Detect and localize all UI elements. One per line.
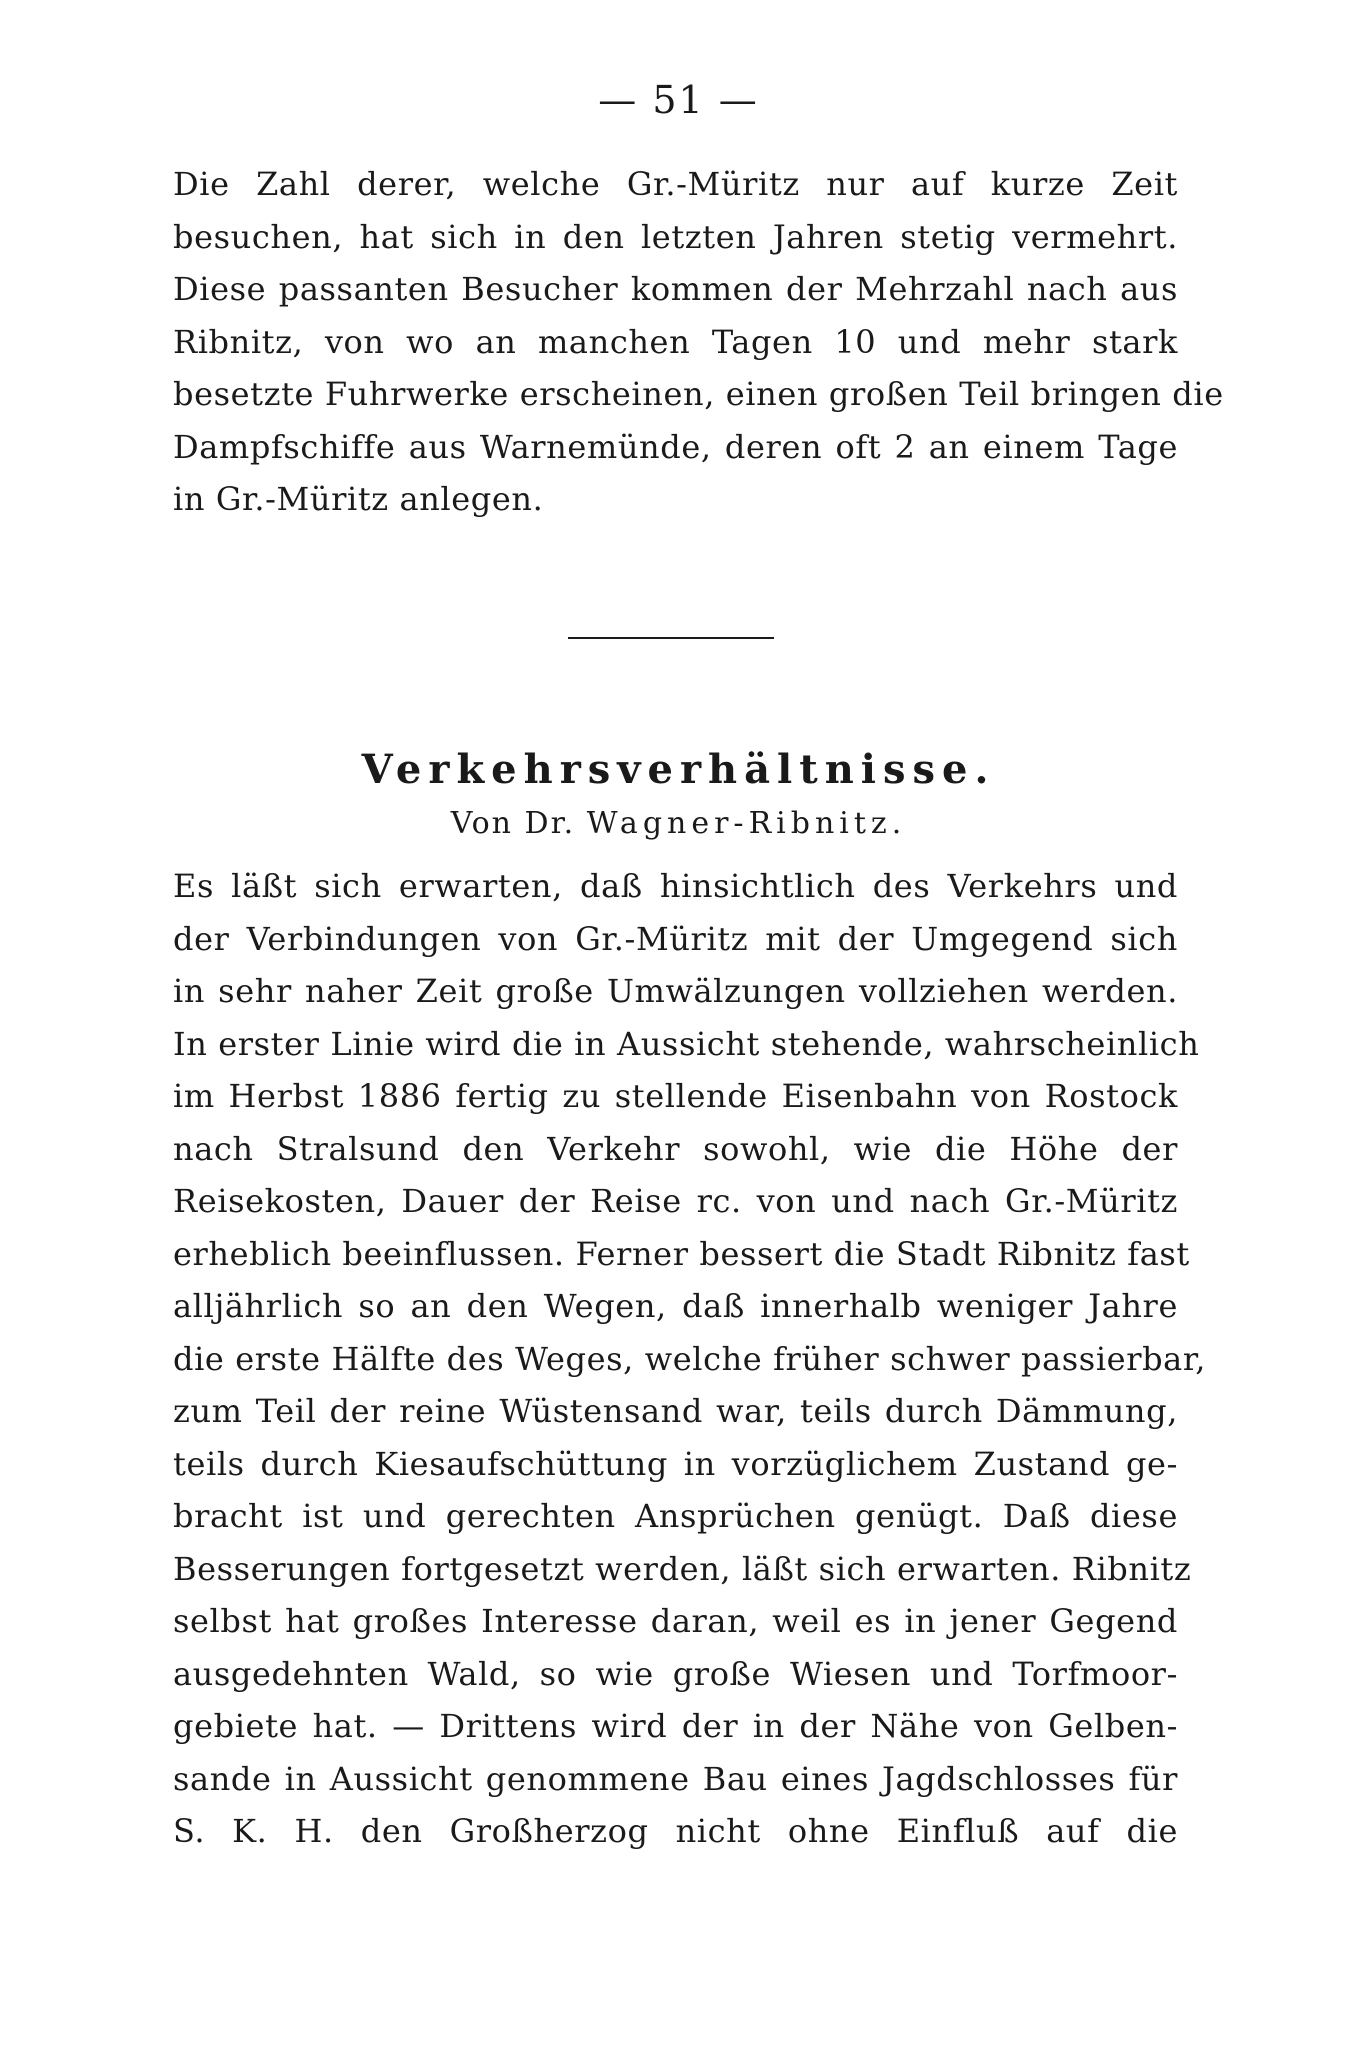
byline-author: Wagner-Ribnitz. (586, 806, 907, 841)
text-line: selbst hat großes Interesse daran, weil es in jener Gegend (173, 1602, 1178, 1640)
byline-prefix: Von Dr. (450, 806, 587, 841)
text-line: In erster Linie wird die in Aussicht stehende, wahrscheinlich (173, 1024, 1200, 1063)
text-line: im Herbst 1886 fertig zu stellende Eisenbahn von Rostock (173, 1077, 1178, 1115)
text-line: der Verbindungen von Gr.-Müritz mit der Umgegend sich (173, 919, 1178, 958)
text-line: zum Teil der reine Wüstensand war, teils durch Dämmung, (173, 1392, 1178, 1430)
text-line: teils durch Kiesaufschüttung in vorzüglichem Zustand ge- (173, 1444, 1178, 1483)
text-line: besuchen, hat sich in den letzten Jahren stetig vermehrt. (173, 217, 1178, 256)
text-line: besetzte Fuhrwerke erscheinen, einen großen Teil bringen die (173, 375, 1224, 413)
text-line: bracht ist und gerechten Ansprüchen genügt. Daß diese (173, 1497, 1178, 1535)
text-line: erheblich beeinflussen. Ferner bessert die Stadt Ribnitz fast (173, 1234, 1190, 1273)
text-line: nach Stralsund den Verkehr sowohl, wie die Höhe der (173, 1129, 1178, 1168)
page-number: — 51 — (598, 78, 759, 122)
text-line: in Gr.-Müritz anlegen. (173, 480, 544, 518)
text-line: gebiete hat. — Drittens wird der in der Nähe von Gelben- (173, 1707, 1178, 1745)
text-line: Diese passanten Besucher kommen der Mehrzahl nach aus (173, 270, 1178, 308)
text-line: in sehr naher Zeit große Umwälzungen vollziehen werden. (173, 972, 1178, 1010)
paragraph-traffic (173, 860, 1207, 1858)
text-line: sande in Aussicht genommene Bau eines Jagdschlosses für (173, 1759, 1178, 1798)
text-line: alljährlich so an den Wegen, daß innerhalb weniger Jahre (173, 1287, 1178, 1325)
section-heading: Verkehrsverhältnisse. (361, 746, 996, 793)
text-line: Reisekosten, Dauer der Reise rc. von und nach Gr.-Müritz (173, 1182, 1178, 1220)
paragraph-visitors (173, 158, 1224, 526)
text-line: Besserungen fortgesetzt werden, läßt sich erwarten. Ribnitz (173, 1549, 1192, 1588)
byline (0, 806, 1357, 841)
section-divider (568, 637, 774, 639)
text-line: Dampfschiffe aus Warnemünde, deren oft 2 an einem Tage (173, 427, 1178, 466)
text-line: ausgedehnten Wald, so wie große Wiesen und Torfmoor- (173, 1654, 1178, 1693)
text-line: Ribnitz, von wo an manchen Tagen 10 und mehr stark (173, 322, 1178, 361)
text-line: S. K. H. den Großherzog nicht ohne Einfluß auf die (173, 1812, 1178, 1850)
text-line: Es läßt sich erwarten, daß hinsichtlich des Verkehrs und (173, 867, 1178, 905)
text-line: Die Zahl derer, welche Gr.-Müritz nur auf kurze Zeit (173, 165, 1178, 203)
text-line: die erste Hälfte des Weges, welche früher schwer passierbar, (173, 1339, 1207, 1378)
